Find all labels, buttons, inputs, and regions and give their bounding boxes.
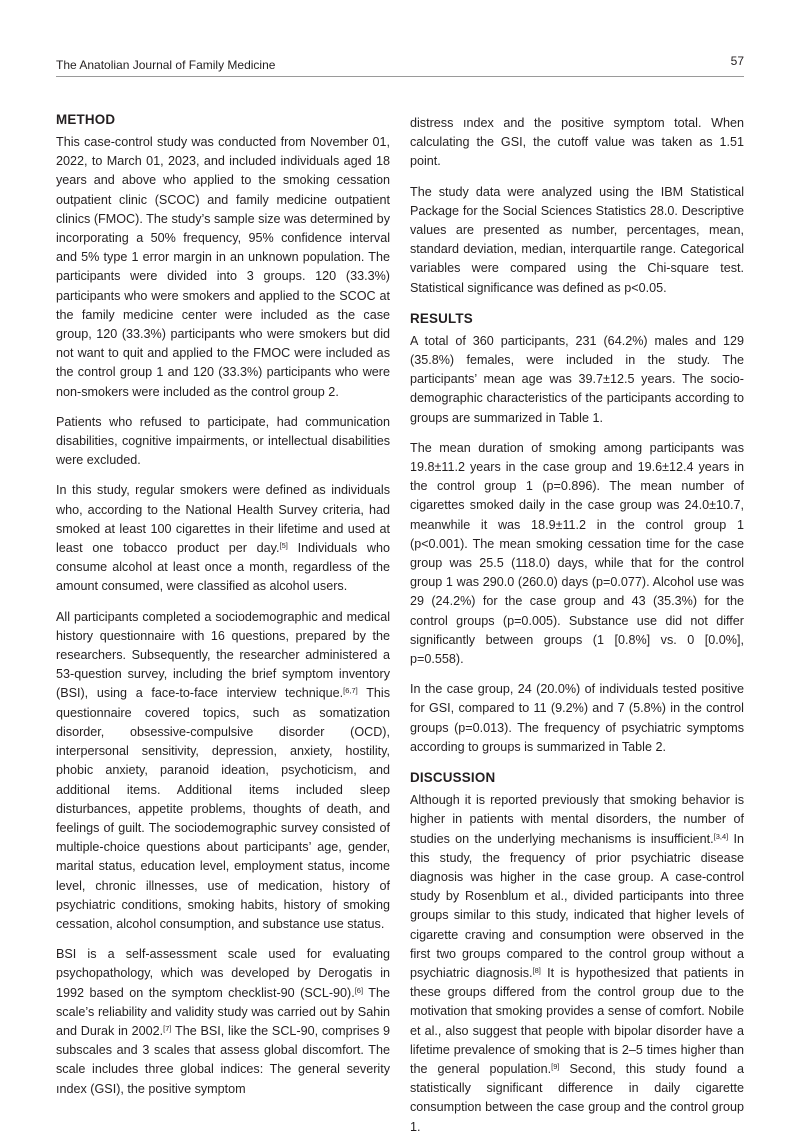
discussion-heading: DISCUSSION <box>410 770 496 786</box>
citation: [3,4] <box>713 831 729 841</box>
citation: [8] <box>532 965 541 975</box>
discussion-paragraph-1 <box>410 791 744 1137</box>
page-number: 57 <box>730 54 744 68</box>
citation: [6] <box>354 985 364 995</box>
header-rule <box>56 76 744 77</box>
method-heading: METHOD <box>56 112 116 127</box>
citation: [9] <box>551 1061 560 1071</box>
text-run: Individuals who consume alcohol at least once a month, regardless of the amount consumed, were classified as alcohol users. <box>56 541 390 594</box>
method-paragraph-1: This case-control study was conducted from November 01, 2022, to March 01, 2023, and included individuals aged 18 years and above who applied to the smoking cessation outpatient clinic (SCOC) and family medicine outpatient clinics (FMOC). The study’s sample size was determined by incorporating a 50% frequency, 95% confidence interval and 5% type 1 error margin in an unknown population. The participants were divided into 3 groups. 120 (33.3%) participants who were smokers and applied to the SCOC at the family medicine center were included as the case group, 120 (33.3%) participants who were smokers but did not want to quit and applied to the FMOC were included as the control group 1 and 120 (33.3%) participants who were non-smokers were included as the control group 2. <box>56 135 390 399</box>
text-run: Second, this study found a statistically significant difference in daily cigarette consumption between the case group and the control group 1. <box>410 1061 744 1134</box>
citation: [6,7] <box>343 686 358 696</box>
left-column <box>56 110 390 1110</box>
text-run: In this study, the frequency of prior psychiatric disease diagnosis was higher in the case group. A case-control study by Rosenblum et al., divided participants into three groups similar to this study, indicated that higher levels of cigarette craving and consumption were observed in the first two groups compared to the control group without a psychiatric diagnosis. <box>410 831 744 980</box>
results-heading: RESULTS <box>410 310 473 326</box>
method-paragraph-5 <box>56 945 390 1099</box>
text-run: BSI is a self-assessment scale used for evaluating psychopathology, which was developed by Derogatis in 1992 based on the symptom checklist-90 (SCL-90). <box>56 947 390 1000</box>
citation: [7] <box>163 1023 172 1033</box>
results-paragraph-1: A total of 360 participants, 231 (64.2%) males and 129 (35.8%) females, were included in the study. The participants’ mean age was 39.7±12.5 years. The socio-demographic characteristics of the participants according to groups are summarized in Table 1. <box>410 333 744 425</box>
journal-title: The Anatolian Journal of Family Medicine <box>56 58 276 72</box>
results-paragraph-3: In the case group, 24 (20.0%) of individuals tested positive for GSI, compared to 11 (9.2%) and 7 (5.8%) in the control groups (p=0.013). The frequency of psychiatric symptoms according to groups is summarized in Table 2. <box>410 682 744 754</box>
text-run: In this study, regular smokers were defined as individuals who, according to the National Health Survey criteria, had smoked at least 100 cigarettes in their lifetime and used at least one tobacco product per day. <box>56 483 390 556</box>
right-column <box>410 114 744 1148</box>
method-paragraph-4 <box>56 608 390 934</box>
text-run: Although it is reported previously that smoking behavior is higher in patients with mental disorders, the number of studies on the underlying mechanisms is insufficient. <box>410 793 744 846</box>
text-run: The scale’s reliability and validity study was carried out by Sahin and Durak in 2002. <box>56 985 390 1038</box>
citation: [5] <box>279 541 288 551</box>
method-paragraph-continued: distress ındex and the positive symptom total. When calculating the GSI, the cutoff value was taken as 1.51 point. <box>410 116 744 169</box>
text-run: The BSI, like the SCL-90, comprises 9 subscales and 3 scales that assess global discomfort. The scale includes three global indices: The general severity ındex (GSI), the positive symptom <box>56 1023 391 1096</box>
method-paragraph-2: Patients who refused to participate, had communication disabilities, cognitive impairments, or intellectual disabilities were excluded. <box>56 414 390 468</box>
method-paragraph-3 <box>56 481 390 596</box>
text-run: It is hypothesized that patients in these groups differed from the control group due to the motivation that smoking provides a sense of comfort. Nobile et al., also suggest that people with bipolar disorder have a lifetime prevalence of smoking that is 2–5 times higher than the general population. <box>410 965 744 1076</box>
text-run: All participants completed a sociodemographic and medical history questionnaire with 16 questions, prepared by the researchers. Subsequently, the researcher administered a 53-question survey, including the brief symptom inventory (BSI), using a face-to-face interview technique. <box>56 609 390 701</box>
statistics-paragraph: The study data were analyzed using the IBM Statistical Package for the Social Sciences Statistics 28.0. Descriptive values are presented as number, percentages, mean, standard deviation, median, interquartile range. Categorical variables were compared using the Chi-square test. Statistical significance was defined as p<0.05. <box>410 184 744 295</box>
results-paragraph-2: The mean duration of smoking among participants was 19.8±11.2 years in the case group and 19.6±12.4 years in the control group 1 (p=0.896). The mean number of cigarettes smoked daily in the case group was 24.0±10.7, meanwhile it was 18.9±11.2 in the control group 1 (p<0.001). The mean smoking cessation time for the case group was 25.5 (118.0) days, while that for the control group 1 was 290.0 (260.0) days (p=0.077). Alcohol use was 29 (24.2%) for the case group and 43 (35.3%) for the control groups (p=0.005). Substance use did not differ significantly between groups (1 [0.8%] vs. 0 [0.0%], p=0.558). <box>410 440 744 667</box>
text-run: This questionnaire covered topics, such as somatization disorder, obsessive-compulsive disorder (OCD), interpersonal sensitivity, depression, anxiety, hostility, phobic anxiety, paranoid ideation, psychoticism, and additional items. Additional items included sleep disturbances, appetite problems, thoughts of death, and feelings of guilt. The sociodemographic survey consisted of multiple-choice questions about participants’ age, gender, marital status, education level, employment status, income level, chronic illnesses, use of medication, history of psychiatric conditions, smoking habits, history of smoking cessation, alcohol consumption, and substance use status. <box>56 686 390 931</box>
